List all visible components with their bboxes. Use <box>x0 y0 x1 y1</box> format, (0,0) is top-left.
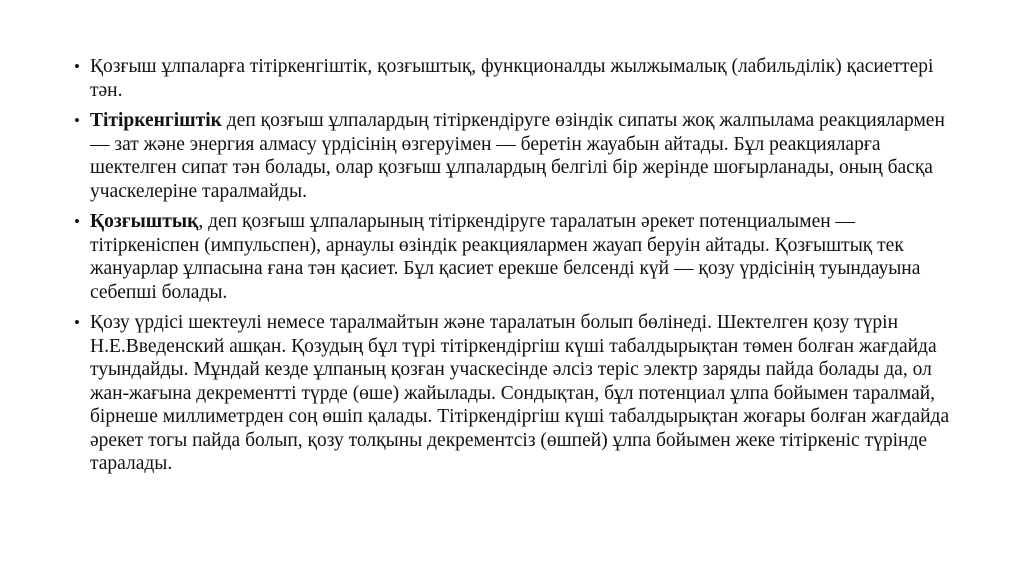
bullet-list <box>74 55 954 483</box>
bullet-item-4 <box>74 311 954 476</box>
bullet-text: Қозу үрдісі шектеулі немесе таралмайтын және таралатын болып бөлінеді. Шектелген қозу түрін Н.Е.Введенский ашқан. Қозудың бұл түрі тітіркендіргіш күші табалдырықтан төмен болған жағдайда туындайды. Мұндай кезде ұлпаның қозған учаскесінде әлсіз теріс электр заряды пайда болады да, ол жан-жағына декрементті түрде (өше) жайылады. Сондықтан, бұл потенциал ұлпа бойымен таралмай, бірнеше миллиметрден соң өшіп қалады. Тітіркендіргіш күші табалдырықтан жоғары болған жағдайда әрекет тогы пайда болып, қозу толқыны декрементсіз (өшпей) ұлпа бойымен жеке тітіркеніс түрінде таралады. <box>90 312 950 474</box>
bullet-term: Тітіркенгіштік <box>90 110 222 131</box>
bullet-term: Қозғыштық <box>90 211 199 232</box>
bullet-text: , деп қозғыш ұлпаларының тітіркендіруге таралатын әрекет потенциалымен — тітіркеніспен (импульспен), арнаулы өзіндік реакциялармен жауап беруін айтады. Қозғыштық тек жануарлар ұлпасына ғана тән қасиет. Бұл қасиет ерекше белсенді күй — қозу үрдісінің туындауына себепші болады. <box>90 211 921 303</box>
bullet-item-2 <box>74 109 954 203</box>
bullet-dot-icon: • <box>74 111 80 130</box>
bullet-item-1 <box>74 55 954 102</box>
bullet-dot-icon: • <box>74 313 80 332</box>
bullet-dot-icon: • <box>74 212 80 231</box>
bullet-text: деп қозғыш ұлпалардың тітіркендіруге өзіндік сипаты жоқ жалпылама реакциялармен — зат және энергия алмасу үрдісінің өзгеруімен — беретін жауабын айтады. Бұл реакцияларға шектелген сипат тән болады, олар қозғыш ұлпалардың белгілі бір жерінде шоғырланады, оның басқа учаскелеріне таралмайды. <box>90 110 945 202</box>
bullet-item-3 <box>74 210 954 304</box>
bullet-text: Қозғыш ұлпаларға тітіркенгіштік, қозғыштық, функционалды жылжымалық (лабильділік) қасиеттері тән. <box>90 56 934 101</box>
bullet-dot-icon: • <box>74 57 80 76</box>
